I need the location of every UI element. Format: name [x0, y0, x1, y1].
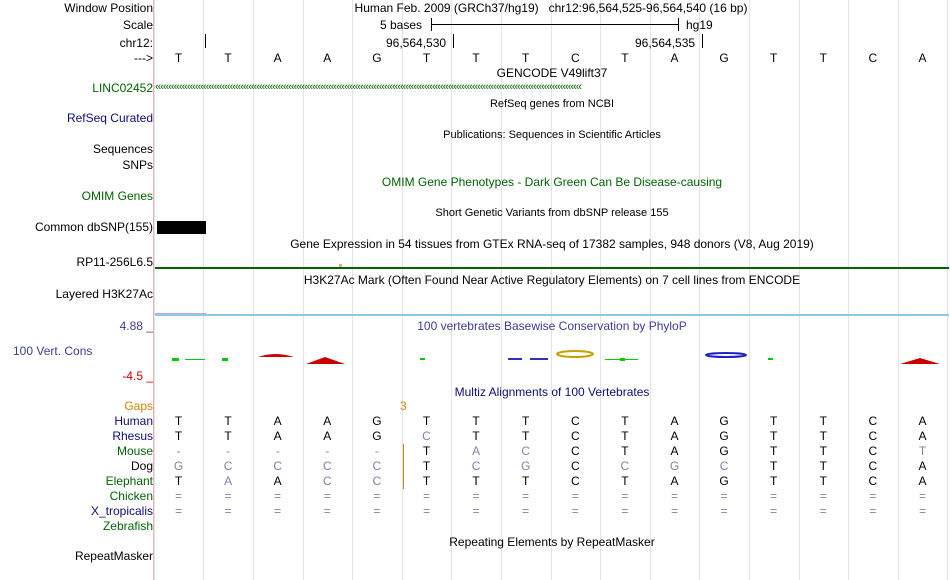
label-divider [153, 0, 154, 580]
alignment-base: A [323, 429, 332, 443]
alignment-base: T [621, 429, 629, 443]
gene-strand-arrows: ‹‹‹‹‹‹‹‹‹‹‹‹‹‹‹‹‹‹‹‹‹‹‹‹‹‹‹‹‹‹‹‹‹‹‹‹‹‹‹‹‹‹‹‹‹‹‹‹‹‹‹‹‹‹‹‹‹‹‹‹‹‹‹‹‹‹‹‹‹‹‹‹‹‹‹‹‹‹‹‹‹‹‹‹‹‹‹‹‹‹‹‹‹‹‹‹‹‹‹‹‹‹‹‹‹‹‹‹‹‹‹‹‹‹‹‹‹‹‹‹‹‹‹‹‹‹‹‹‹‹‹‹‹‹‹‹‹‹‹‹‹‹‹‹‹‹‹‹‹‹‹‹‹‹‹‹‹‹‹‹ [155, 81, 582, 93]
alignment-base: T [819, 414, 827, 428]
omim-track-label[interactable]: OMIM Genes [81, 189, 153, 203]
h3k27ac-signal-left [155, 313, 206, 314]
phylop-min-label: -4.5 _ [122, 369, 153, 383]
base-letter: G [719, 51, 729, 65]
gaps-label[interactable]: Gaps [124, 399, 153, 413]
alignment-base: A [323, 414, 332, 428]
dbsnp-variant-block[interactable] [157, 221, 206, 234]
alignment-base: - [275, 444, 280, 458]
phylop-track-title[interactable]: 100 vertebrates Basewise Conservation by PhyloP [417, 319, 687, 333]
alignment-base: G [719, 444, 729, 458]
alignment-base: A [918, 429, 927, 443]
alignment-base: G [521, 459, 531, 473]
alignment-base: C [868, 429, 878, 443]
base-letter: A [273, 51, 282, 65]
phylop-misc-marks [508, 351, 746, 360]
repeatmasker-track-label[interactable]: RepeatMasker [74, 549, 153, 563]
alignment-base: T [472, 474, 480, 488]
base-letter: A [670, 51, 679, 65]
alignment-base: A [918, 414, 927, 428]
base-letter: C [868, 51, 878, 65]
omim-track-title[interactable]: OMIM Gene Phenotypes - Dark Green Can Be Disease-causing [381, 175, 723, 189]
sequences-label[interactable]: Sequences [92, 142, 153, 156]
alignment-base: T [621, 414, 629, 428]
alignment-base: C [471, 459, 481, 473]
alignment-base: C [322, 459, 332, 473]
ruler-tick-1-label: 96,564,530 [386, 36, 447, 50]
alignment-base: T [770, 429, 778, 443]
alignment-base: G [719, 429, 729, 443]
alignment-base: = [274, 504, 282, 518]
species-label-rhesus[interactable]: Rhesus [112, 429, 153, 443]
alignment-base: = [224, 489, 232, 503]
h3k27ac-signal [155, 314, 949, 316]
alignment-base: = [323, 504, 331, 518]
alignment-base: = [472, 489, 480, 503]
alignment-base: A [918, 459, 927, 473]
alignment-base: T [770, 444, 778, 458]
alignment-base: T [522, 429, 530, 443]
alignment-base: C [570, 444, 580, 458]
alignment-base: T [621, 474, 629, 488]
alignment-base: G [372, 414, 382, 428]
alignment-base: C [868, 414, 878, 428]
alignment-base: T [422, 474, 431, 488]
alignment-base: T [770, 474, 778, 488]
chrom-label: chr12: [119, 36, 153, 50]
scale-text: 5 bases [380, 18, 423, 32]
alignment-base: T [819, 429, 827, 443]
alignment-base: = [224, 504, 232, 518]
alignment-base: - [176, 444, 181, 458]
base-letter: A [323, 51, 332, 65]
scale-label: Scale [122, 18, 153, 32]
gencode-track-title[interactable]: GENCODE V49lift37 [496, 66, 608, 80]
publications-track-title[interactable]: Publications: Sequences in Scientific Articles [443, 129, 661, 141]
alignment-base: C [372, 459, 382, 473]
phylop-track-label[interactable]: 100 Vert. Cons [13, 344, 93, 358]
alignment-base: = [670, 504, 678, 518]
alignment-base: - [226, 444, 231, 458]
alignment-base: A [918, 474, 927, 488]
alignment-base: = [819, 489, 827, 503]
multiz-track-title[interactable]: Multiz Alignments of 100 Vertebrates [454, 385, 650, 399]
alignment-base: C [570, 429, 580, 443]
alignment-base: = [621, 489, 629, 503]
alignment-base: A [670, 414, 679, 428]
alignment-base: T [174, 429, 183, 443]
alignment-base: = [621, 504, 629, 518]
alignment-base: - [374, 444, 379, 458]
alignment-base: = [174, 504, 182, 518]
alignment-base: = [869, 489, 877, 503]
alignment-base: T [918, 444, 927, 458]
alignment-base: = [422, 489, 430, 503]
window-position-label: Window Position [64, 1, 153, 15]
ruler-tick-2-label: 96,564,535 [635, 36, 696, 50]
alignment-base: - [325, 444, 330, 458]
dbsnp-track-label[interactable]: Common dbSNP(155) [34, 220, 153, 234]
alignment-base: C [868, 459, 878, 473]
alignment-base: G [372, 429, 382, 443]
alignment-base: C [273, 459, 283, 473]
alignment-base: = [819, 504, 827, 518]
alignment-base: = [770, 489, 778, 503]
alignment-base: = [472, 504, 480, 518]
base-letter: C [570, 51, 580, 65]
alignment-base: G [719, 414, 729, 428]
alignment-base: = [720, 489, 728, 503]
base-letter: T [522, 51, 530, 65]
alignment-base: C [223, 459, 233, 473]
species-label-dog[interactable]: Dog [130, 459, 153, 473]
scale-bar [431, 24, 678, 25]
gap-marker-line [403, 444, 404, 489]
alignment-base: T [174, 414, 183, 428]
repeatmasker-track-title[interactable]: Repeating Elements by RepeatMasker [449, 535, 655, 549]
phylop-conservation-plot[interactable] [0, 340, 950, 370]
alignment-base: A [273, 474, 282, 488]
base-letter: T [224, 51, 232, 65]
base-letter: T [472, 51, 480, 65]
alignment-base: = [422, 504, 430, 518]
alignment-base: T [422, 414, 431, 428]
alignment-base: T [422, 459, 431, 473]
alignment-base: = [323, 489, 331, 503]
alignment-base: = [571, 504, 579, 518]
alignment-base: = [571, 489, 579, 503]
alignment-base: = [918, 504, 926, 518]
species-label-chicken[interactable]: Chicken [109, 489, 153, 503]
alignment-base: = [770, 504, 778, 518]
alignment-base: T [422, 444, 431, 458]
ruler-tick-2 [702, 34, 703, 48]
base-letter: T [174, 51, 183, 65]
alignment-base: T [819, 474, 827, 488]
alignment-base: T [522, 474, 530, 488]
alignment-base: A [472, 444, 481, 458]
alignment-base: C [570, 414, 580, 428]
base-letter: T [770, 51, 778, 65]
alignment-base: C [620, 459, 630, 473]
alignment-base: T [224, 429, 232, 443]
snps-label[interactable]: SNPs [122, 158, 153, 172]
alignment-base: A [670, 444, 679, 458]
base-letter: T [422, 51, 431, 65]
gencode-gene-feature[interactable] [155, 80, 949, 94]
alignment-base: A [273, 429, 282, 443]
base-letter: G [372, 51, 382, 65]
scale-bar-left-tick [431, 18, 432, 31]
alignment-base: = [373, 504, 381, 518]
alignment-base: G [669, 459, 680, 473]
base-letter: T [621, 51, 629, 65]
alignment-base: = [522, 504, 530, 518]
phylop-positive-marks [172, 358, 773, 361]
alignment-base: T [770, 414, 778, 428]
base-letter: T [819, 51, 827, 65]
alignment-base: C [868, 474, 878, 488]
dbsnp-track-title[interactable]: Short Genetic Variants from dbSNP release 155 [435, 207, 669, 219]
alignment-base: C [422, 429, 431, 443]
alignment-base: T [819, 444, 827, 458]
alignment-base: T [472, 414, 480, 428]
alignment-base: T [224, 414, 232, 428]
species-label-elephant[interactable]: Elephant [105, 474, 153, 488]
strand-arrow-label[interactable]: ---> [134, 51, 153, 65]
alignment-base: = [373, 489, 381, 503]
alignment-base: = [522, 489, 530, 503]
alignment-base: C [868, 444, 878, 458]
assembly-label: hg19 [686, 18, 713, 32]
alignment-base: T [522, 414, 530, 428]
alignment-base: = [918, 489, 926, 503]
position-text: Human Feb. 2009 (GRCh37/hg19) chr12:96,564,525-96,564,540 (16 bp) [354, 1, 748, 15]
alignment-base: C [570, 474, 580, 488]
alignment-base: T [621, 444, 629, 458]
alignment-base: = [174, 489, 182, 503]
gencode-gene-label[interactable]: LINC02452 [92, 81, 153, 95]
alignment-base: A [224, 474, 233, 488]
alignment-base: T [174, 474, 183, 488]
alignment-base: A [273, 414, 282, 428]
alignment-base: C [570, 459, 580, 473]
alignment-base: = [869, 504, 877, 518]
gtex-gene-label[interactable]: RP11-256L6.5 [76, 255, 153, 269]
alignment-base: C [719, 459, 729, 473]
alignment-base: G [719, 474, 729, 488]
alignment-base: C [372, 474, 382, 488]
alignment-base: C [322, 474, 332, 488]
ruler-tick-1 [453, 34, 454, 48]
alignment-base: = [274, 489, 282, 503]
species-label-mouse[interactable]: Mouse [116, 444, 153, 458]
ruler-tick [205, 34, 206, 48]
species-label-x_tropicalis[interactable]: X_tropicalis [90, 504, 153, 518]
alignment-base: C [521, 444, 531, 458]
base-letter: A [918, 51, 927, 65]
species-label-zebrafish[interactable]: Zebrafish [102, 519, 153, 533]
scale-bar-right-tick [678, 18, 679, 31]
species-label-human[interactable]: Human [114, 414, 153, 428]
phylop-negative-marks [258, 354, 940, 364]
alignment-base: T [819, 459, 827, 473]
alignment-base: = [720, 504, 728, 518]
alignment-base: T [472, 429, 480, 443]
alignment-base: A [670, 429, 679, 443]
refseq-track-label[interactable]: RefSeq Curated [66, 111, 153, 125]
h3k27ac-track-label[interactable]: Layered H3K27Ac [55, 287, 153, 301]
refseq-track-title[interactable]: RefSeq genes from NCBI [489, 98, 615, 110]
alignment-base: G [173, 459, 184, 473]
alignment-base: = [670, 489, 678, 503]
gtex-expression-mark [339, 264, 342, 267]
alignment-base: A [670, 474, 679, 488]
phylop-max-label: 4.88 _ [119, 319, 153, 333]
h3k27ac-track-title[interactable]: H3K27Ac Mark (Often Found Near Active Regulatory Elements) on 7 cell lines from ENCODE [303, 273, 801, 287]
gaps-count: 3 [400, 399, 407, 413]
gtex-gene-bar[interactable] [155, 267, 949, 269]
gtex-track-title[interactable]: Gene Expression in 54 tissues from GTEx RNA-seq of 17382 samples, 948 donors (V8, Aug 2019) [290, 237, 814, 251]
alignment-base: T [770, 459, 778, 473]
